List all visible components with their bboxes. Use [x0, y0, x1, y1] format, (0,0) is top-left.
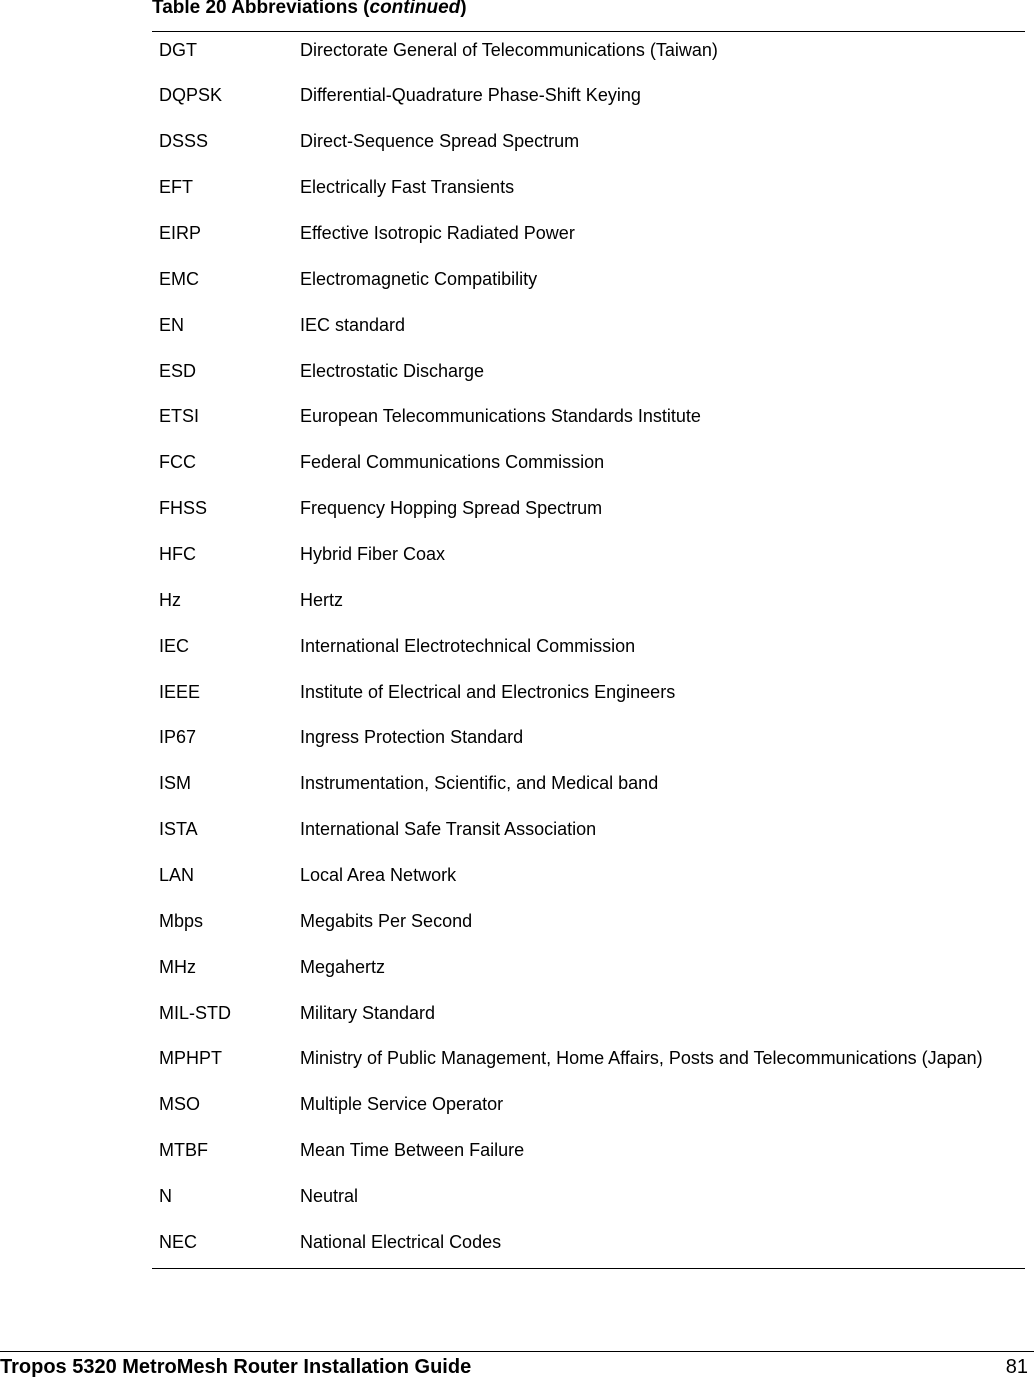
abbreviation: FHSS	[159, 498, 208, 519]
table-row	[152, 1136, 1025, 1182]
definition: Institute of Electrical and Electronics Engineers	[300, 681, 676, 702]
table-bottom-rule	[152, 1268, 1025, 1269]
table-row	[152, 678, 1025, 724]
table-row	[152, 632, 1025, 678]
abbreviation: DSSS	[159, 131, 209, 152]
definition: Local Area Network	[300, 864, 457, 885]
definition: Electrostatic Discharge	[300, 360, 485, 381]
abbreviation: ETSI	[159, 406, 200, 427]
table-caption-label: Table 20 Abbreviations (	[152, 0, 370, 18]
abbreviation: MTBF	[159, 1140, 208, 1161]
definition: Ministry of Public Management, Home Affairs, Posts and Telecommunications (Japan)	[300, 1048, 983, 1069]
abbreviation: EFT	[159, 177, 193, 198]
abbreviation: EN	[159, 314, 185, 335]
table-caption-close: )	[460, 0, 467, 18]
table-row	[152, 861, 1025, 907]
abbreviation: NEC	[159, 1231, 198, 1252]
table-row	[152, 723, 1025, 769]
abbreviation: ISTA	[159, 819, 198, 840]
table-row	[152, 265, 1025, 311]
table-row	[152, 36, 1025, 82]
abbreviation: FCC	[159, 452, 196, 473]
table-row	[152, 815, 1025, 861]
definition: Directorate General of Telecommunications (Taiwan)	[300, 39, 718, 60]
table-row	[152, 907, 1025, 953]
abbreviation: N	[159, 1185, 172, 1206]
table-row	[152, 311, 1025, 357]
table-row	[152, 494, 1025, 540]
page-number: 81	[1005, 1356, 1028, 1378]
abbreviation: EMC	[159, 268, 199, 289]
table-caption-continued: continued	[369, 0, 461, 18]
abbreviation: ISM	[159, 773, 192, 794]
table-top-rule	[152, 31, 1025, 32]
abbreviation: DGT	[159, 39, 197, 60]
definition: Multiple Service Operator	[300, 1094, 504, 1115]
definition: Instrumentation, Scientific, and Medical band	[300, 773, 659, 794]
abbreviation: ESD	[159, 360, 197, 381]
abbreviation: MPHPT	[159, 1048, 222, 1069]
definition: Differential-Quadrature Phase-Shift Keying	[300, 85, 641, 106]
table-caption	[152, 0, 467, 20]
abbreviations-table	[152, 36, 1025, 1274]
table-row	[152, 953, 1025, 999]
abbreviation: IEEE	[159, 681, 201, 702]
definition: International Electrotechnical Commission	[300, 635, 636, 656]
table-row	[152, 219, 1025, 265]
abbreviation: Mbps	[159, 910, 204, 931]
definition: Megahertz	[300, 956, 386, 977]
definition: Electrically Fast Transients	[300, 177, 515, 198]
abbreviation: EIRP	[159, 222, 202, 243]
abbreviation: LAN	[159, 864, 195, 885]
definition: National Electrical Codes	[300, 1231, 502, 1252]
definition: Effective Isotropic Radiated Power	[300, 222, 575, 243]
definition: Neutral	[300, 1185, 359, 1206]
abbreviation: Hz	[159, 589, 181, 610]
abbreviation: HFC	[159, 543, 196, 564]
table-row	[152, 1182, 1025, 1228]
definition: Federal Communications Commission	[300, 452, 605, 473]
table-row	[152, 127, 1025, 173]
table-row	[152, 540, 1025, 586]
definition: Hertz	[300, 589, 344, 610]
definition: Hybrid Fiber Coax	[300, 543, 446, 564]
table-row	[152, 1090, 1025, 1136]
table-row	[152, 999, 1025, 1045]
definition: Ingress Protection Standard	[300, 727, 524, 748]
definition: International Safe Transit Association	[300, 819, 597, 840]
definition: Frequency Hopping Spread Spectrum	[300, 498, 603, 519]
table-row	[152, 81, 1025, 127]
footer-title: Tropos 5320 MetroMesh Router Installation Guide	[0, 1356, 472, 1378]
abbreviation: IEC	[159, 635, 190, 656]
abbreviation: IP67	[159, 727, 197, 748]
definition: Electromagnetic Compatibility	[300, 268, 538, 289]
table-row	[152, 769, 1025, 815]
abbreviation: MIL-STD	[159, 1002, 231, 1023]
definition: IEC standard	[300, 314, 406, 335]
abbreviation: MHz	[159, 956, 196, 977]
table-row	[152, 1228, 1025, 1274]
table-row	[152, 448, 1025, 494]
definition: Military Standard	[300, 1002, 436, 1023]
abbreviation: MSO	[159, 1094, 201, 1115]
table-row	[152, 402, 1025, 448]
definition: Megabits Per Second	[300, 910, 473, 931]
table-row	[152, 357, 1025, 403]
table-row	[152, 173, 1025, 219]
definition: European Telecommunications Standards Institute	[300, 406, 701, 427]
table-row	[152, 1044, 1025, 1090]
definition: Mean Time Between Failure	[300, 1140, 525, 1161]
definition: Direct-Sequence Spread Spectrum	[300, 131, 580, 152]
table-row	[152, 586, 1025, 632]
abbreviation: DQPSK	[159, 85, 223, 106]
footer-rule	[0, 1351, 1034, 1352]
